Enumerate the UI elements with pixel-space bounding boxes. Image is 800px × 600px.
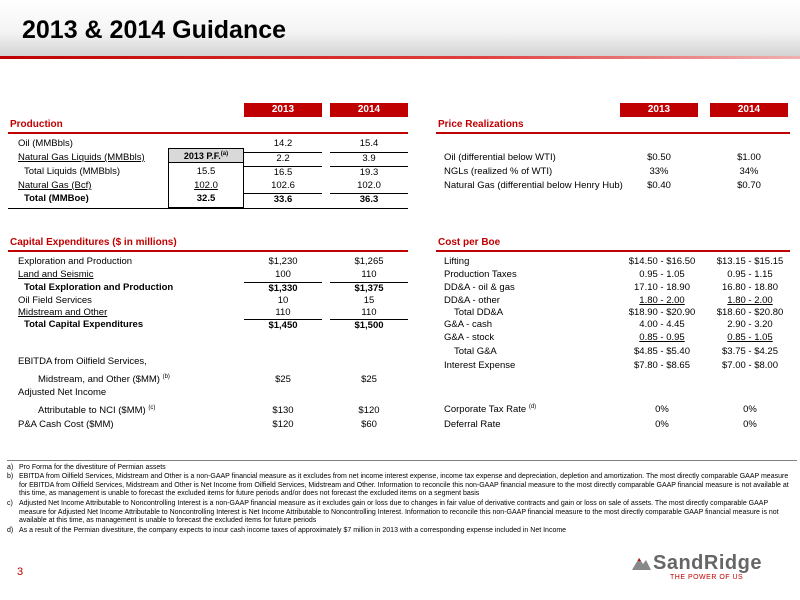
tax-rate-2014: 0%	[743, 404, 757, 415]
production-rule	[8, 132, 408, 134]
production-row-oil-2013: 14.2	[273, 138, 293, 149]
cost-row-ga-cash-2014: 2.90 - 3.20	[727, 319, 773, 330]
capex-row-midstream-2014: 110	[361, 307, 377, 318]
cost-row-dda-other-2014: 1.80 - 2.00	[727, 295, 773, 306]
capex-row-ep-2013: $1,230	[268, 256, 298, 267]
production-row-oil-2014: 15.4	[359, 138, 379, 149]
cost-row-prodtax-2014: 0.95 - 1.15	[727, 269, 773, 280]
cost-row-total-ga-label: Total G&A	[454, 346, 497, 357]
cost-row-total-ga-2013: $4.85 - $5.40	[634, 346, 690, 357]
cost-row-lifting-label: Lifting	[444, 256, 470, 267]
cost-row-dda-other-label: DD&A - other	[444, 295, 500, 306]
production-row-ngl-2013: 2.2	[244, 152, 322, 165]
price-row-ngl-2013: 33%	[649, 166, 669, 177]
capex-row-ofs-2014: 15	[363, 295, 375, 306]
production-bottom-rule	[8, 208, 408, 209]
ebitda-2014: $25	[361, 374, 377, 385]
cost-row-prodtax-2013: 0.95 - 1.05	[639, 269, 685, 280]
cost-row-total-dda-label: Total DD&A	[454, 307, 504, 318]
ani-2013: $130	[272, 405, 294, 416]
price-header-2013: 2013	[620, 103, 698, 117]
tax-rate-label: Corporate Tax Rate $^{(d)}$	[444, 403, 537, 415]
deferral-rate-label: Deferral Rate	[444, 419, 501, 430]
ebitda-label-line2: Midstream, and Other ($MM) $^{(b)}$	[38, 373, 170, 385]
capex-row-midstream-2013: 110	[275, 307, 291, 318]
price-row-oil-2014: $1.00	[737, 152, 761, 163]
production-header-2014: 2014	[330, 103, 408, 117]
ani-label-line1: Adjusted Net Income	[18, 387, 107, 398]
price-row-ngl-2014: 34%	[739, 166, 759, 177]
pa-label: P&A Cash Cost ($MM)	[18, 419, 114, 430]
cost-row-lifting-2013: $14.50 - $16.50	[628, 256, 696, 267]
cost-row-dda-other-2013: 1.80 - 2.00	[639, 295, 685, 306]
capex-row-total-2013: $1,450	[244, 319, 322, 332]
capex-row-land-2013: 100	[275, 269, 291, 280]
cost-row-lifting-2014: $13.15 - $15.15	[716, 256, 784, 267]
production-row-ngl-label: Natural Gas Liquids (MMBbls)	[18, 152, 145, 163]
title-accent-rule	[0, 56, 800, 59]
logo-tagline: THE POWER OF US	[670, 574, 744, 581]
production-row-gas-2014: 102.0	[357, 180, 381, 191]
cost-row-dda-oil-2014: 16.80 - 18.80	[722, 282, 778, 293]
cost-title: Cost per Boe	[438, 237, 501, 248]
ebitda-2013: $25	[275, 374, 291, 385]
deferral-rate-2014: 0%	[743, 419, 757, 430]
capex-row-total-ep-2013: $1,330	[244, 282, 322, 295]
tax-rate-2013: 0%	[655, 404, 669, 415]
footnote-b: b) EBITDA from Oilfield Services, Midstream and Other is a non-GAAP financial measure as it excludes from net income interest expense, income tax expense and depreciation, depletion and amortization. The most directly comparable GAAP measure for EBITDA from Oilfield Services, Midstream and Other is Net Income from Oilfield Services, Midstream and Other. Information to reconcile this non-GAAP financial measure to the most directly comparable GAAP financial measure is not available at this time, as management is unable to forecast the excluded items for future periods and/or does not forecast the excluded items on a segment basis	[7, 473, 789, 498]
production-row-gas-2013: 102.6	[271, 180, 295, 191]
capex-title: Capital Expenditures ($ in millions)	[10, 237, 177, 248]
pa-2014: $60	[361, 419, 377, 430]
price-rule	[436, 132, 790, 134]
capex-row-total-ep-2014: $1,375	[330, 282, 408, 295]
footnote-d: d) As a result of the Permian divestiture, the company expects to incur cash income taxes of approximately $7 million in 2013 with a corresponding expense included in Net Income	[7, 527, 567, 534]
production-row-total-2013: 33.6	[244, 193, 322, 206]
production-row-ngl-2014: 3.9	[330, 152, 408, 165]
cost-row-total-dda-2014: $18.60 - $20.80	[716, 307, 784, 318]
sandridge-logo-icon	[630, 552, 652, 574]
pa-2013: $120	[272, 419, 294, 430]
price-row-gas-2014: $0.70	[737, 180, 761, 191]
logo-wordmark: SandRidge	[653, 552, 762, 574]
production-row-total-label: Total (MMBoe)	[24, 193, 89, 204]
price-row-oil-label: Oil (differential below WTI)	[444, 152, 556, 163]
production-row-total-pf: 32.5	[196, 193, 216, 204]
capex-rule	[8, 250, 408, 252]
cost-row-ga-stock-2013: 0.85 - 0.95	[639, 332, 685, 343]
production-row-oil-label: Oil (MMBbls)	[18, 138, 73, 149]
capex-row-land-label: Land and Seismic	[18, 269, 94, 280]
capex-row-total-2014: $1,500	[330, 319, 408, 332]
cost-rule	[436, 250, 790, 252]
capex-row-midstream-label: Midstream and Other	[18, 307, 108, 318]
cost-row-total-ga-2014: $3.75 - $4.25	[722, 346, 778, 357]
cost-row-prodtax-label: Production Taxes	[444, 269, 517, 280]
price-row-oil-2013: $0.50	[647, 152, 671, 163]
page-number: 3	[17, 566, 24, 578]
ani-2014: $120	[358, 405, 380, 416]
price-header-2014: 2014	[710, 103, 788, 117]
cost-row-dda-oil-2013: 17.10 - 18.90	[634, 282, 690, 293]
cost-row-ga-cash-2013: 4.00 - 4.45	[639, 319, 685, 330]
price-row-gas-label: Natural Gas (differential below Henry Hub)	[444, 180, 623, 191]
cost-row-ga-stock-label: G&A - stock	[444, 332, 495, 343]
capex-row-ep-2014: $1,265	[354, 256, 384, 267]
pro-forma-header: 2013 P.F.$^{(a)}$	[183, 151, 229, 161]
ani-label-line2: Attributable to NCI ($MM) $^{(c)}$	[38, 404, 156, 416]
production-title: Production	[10, 119, 63, 130]
footnote-a: a) Pro Forma for the divestiture of Permian assets	[7, 464, 166, 471]
ebitda-label-line1: EBITDA from Oilfield Services,	[18, 356, 147, 367]
capex-row-ofs-label: Oil Field Services	[18, 295, 92, 306]
production-row-total-2014: 36.3	[330, 193, 408, 206]
production-row-gas-label: Natural Gas (Bcf)	[18, 180, 92, 191]
production-row-total-liquids-label: Total Liquids (MMBbls)	[24, 166, 121, 177]
capex-row-land-2014: 110	[361, 269, 377, 280]
capex-row-total-ep-label: Total Exploration and Production	[24, 282, 174, 293]
price-row-gas-2013: $0.40	[647, 180, 671, 191]
production-row-total-liquids-2013: 16.5	[244, 166, 322, 179]
cost-row-interest-2014: $7.00 - $8.00	[722, 360, 778, 371]
production-row-gas-pf: 102.0	[194, 180, 218, 191]
price-row-ngl-label: NGLs (realized % of WTI)	[444, 166, 553, 177]
footnote-divider	[7, 460, 797, 461]
cost-row-total-dda-2013: $18.90 - $20.90	[628, 307, 696, 318]
deferral-rate-2013: 0%	[655, 419, 669, 430]
footnote-c: c) Adjusted Net Income Attributable to Noncontrolling Interest is a non-GAAP financial measure as it excludes gain or loss due to changes in fair value of derivative contracts and gain or loss on sale of assets. The most directly comparable GAAP measure for Adjusted Net Income Attributable to Noncontrolling Interest is Net Income Attributable to Noncontrolling Interest. Information to reconcile this non-GAAP financial measure to the most directly comparable GAAP financial measure is not available at this time, as management is unable to forecast the excluded items for future periods	[7, 500, 779, 525]
cost-row-interest-2013: $7.80 - $8.65	[634, 360, 690, 371]
production-row-total-liquids-2014: 19.3	[330, 166, 408, 179]
production-row-total-liquids-pf: 15.5	[196, 166, 216, 177]
page-title: 2013 & 2014 Guidance	[22, 16, 287, 44]
cost-row-interest-label: Interest Expense	[444, 360, 516, 371]
production-header-2013: 2013	[244, 103, 322, 117]
capex-row-ep-label: Exploration and Production	[18, 256, 133, 267]
capex-row-total-label: Total Capital Expenditures	[24, 319, 144, 330]
capex-row-ofs-2013: 10	[277, 295, 289, 306]
cost-row-dda-oil-label: DD&A - oil & gas	[444, 282, 515, 293]
cost-row-ga-stock-2014: 0.85 - 1.05	[727, 332, 773, 343]
cost-row-ga-cash-label: G&A - cash	[444, 319, 493, 330]
price-title: Price Realizations	[438, 119, 524, 130]
